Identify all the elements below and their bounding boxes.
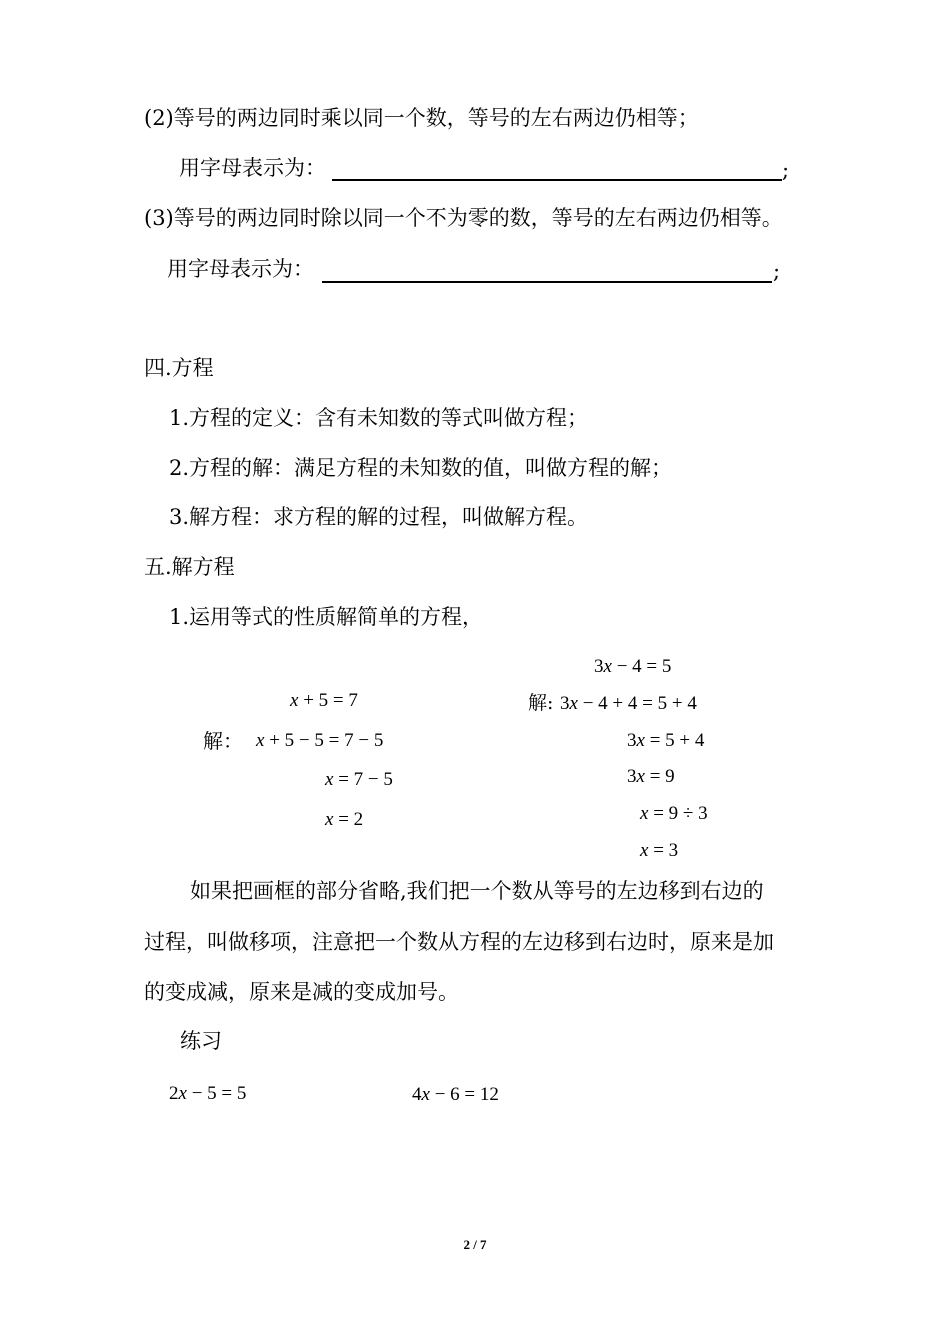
example-a-line-1: x + 5 = 7	[290, 690, 358, 711]
example-b-line-6: x = 3	[640, 840, 679, 861]
rule-2-answer-blank[interactable]	[332, 179, 782, 181]
rule-3-text: (3)等号的两边同时除以同一个不为零的数，等号的左右两边仍相等。	[144, 206, 783, 230]
example-b-line-1: 3x − 4 = 5	[594, 656, 672, 677]
definition-item-3: 3.解方程：求方程的解的过程，叫做解方程。	[169, 505, 589, 529]
example-b-line-2: 3x − 4 + 4 = 5 + 4	[560, 693, 697, 714]
rule-3-semicolon: ;	[773, 259, 781, 283]
example-a-line-3: x = 7 − 5	[325, 769, 393, 790]
practice-equation-1: 2x − 5 = 5	[169, 1083, 247, 1104]
practice-equation-2: 4x − 6 = 12	[412, 1084, 499, 1105]
example-b-line-4: 3x = 9	[627, 766, 675, 787]
practice-label: 练习	[180, 1029, 222, 1053]
example-a-line-4: x = 2	[325, 809, 364, 830]
section-4-heading: 四.方程	[144, 356, 214, 380]
explanation-line-1: 如果把画框的部分省略,我们把一个数从等号的左边移到右边的	[190, 879, 764, 903]
rule-3-prompt: 用字母表示为：	[167, 257, 314, 281]
example-a-line-2: x + 5 − 5 = 7 − 5	[256, 730, 384, 751]
rule-2-prompt: 用字母表示为：	[179, 156, 326, 180]
rule-3-answer-blank[interactable]	[322, 281, 772, 283]
rule-2-text: (2)等号的两边同时乘以同一个数，等号的左右两边仍相等；	[144, 106, 699, 130]
example-b-line-3: 3x = 5 + 4	[627, 730, 705, 751]
definition-item-2: 2.方程的解：满足方程的未知数的值，叫做方程的解；	[169, 456, 673, 480]
example-b-line-5: x = 9 ÷ 3	[640, 803, 708, 824]
explanation-line-2: 过程，叫做移项，注意把一个数从方程的左边移到右边时，原来是加	[144, 930, 774, 954]
definition-item-1: 1.方程的定义：含有未知数的等式叫做方程；	[169, 406, 589, 430]
example-b-solve-label: 解:	[528, 692, 554, 714]
section-5-heading: 五.解方程	[144, 555, 235, 579]
page-number: 2 / 7	[463, 1237, 487, 1252]
example-a-solve-label: 解：	[203, 729, 243, 753]
rule-2-semicolon: ;	[782, 158, 790, 182]
section-5-item-1: 1.运用等式的性质解简单的方程，	[169, 605, 484, 629]
explanation-line-3: 的变成减，原来是减的变成加号。	[144, 980, 459, 1004]
